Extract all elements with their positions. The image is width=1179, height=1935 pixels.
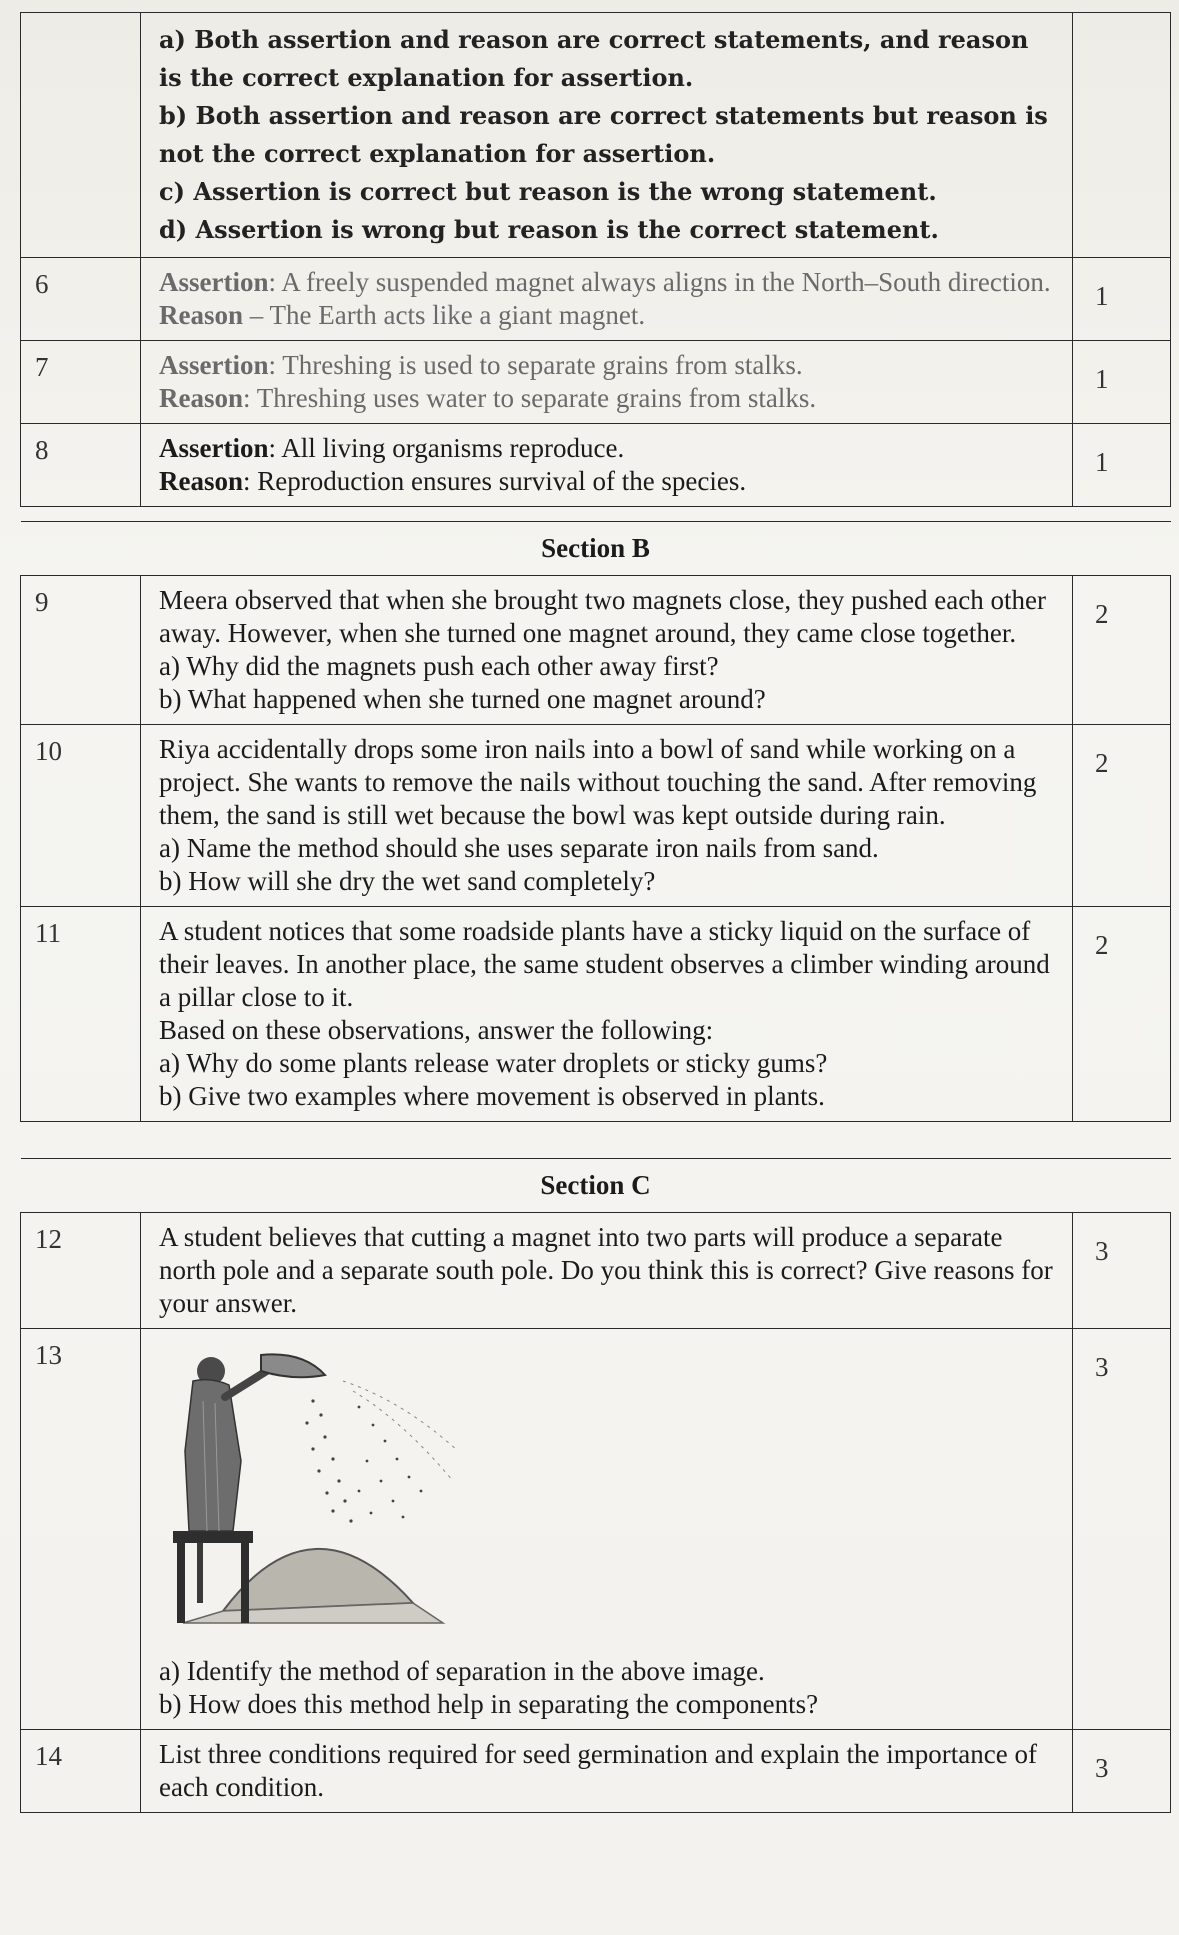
assertion-label: Assertion xyxy=(159,267,269,297)
sub-question-a: a) Name the method should she uses separate iron nails from sand. xyxy=(159,833,879,863)
question-marks: 1 xyxy=(1073,258,1171,341)
sub-question-b: b) What happened when she turned one magnet around? xyxy=(159,684,766,714)
assertion-label: Assertion xyxy=(159,433,269,463)
options-row xyxy=(21,13,1171,258)
question-row-8 xyxy=(21,424,1171,507)
question-table xyxy=(20,12,1171,1813)
reason-label: Reason xyxy=(159,466,244,496)
question-number-cell xyxy=(21,13,141,258)
question-text xyxy=(141,341,1073,424)
question-marks: 2 xyxy=(1073,907,1171,1122)
question-number: 10 xyxy=(21,725,141,907)
winnowing-illustration xyxy=(163,1341,463,1641)
assertion-text: : All living organisms reproduce. xyxy=(268,433,625,463)
sub-question-b: b) How will she dry the wet sand completely? xyxy=(159,866,656,896)
section-b-row xyxy=(21,522,1171,576)
question-text xyxy=(141,258,1073,341)
question-row-7 xyxy=(21,341,1171,424)
sub-question-a: a) Why do some plants release water droplets or sticky gums? xyxy=(159,1048,828,1078)
question-text xyxy=(141,725,1073,907)
question-row-11 xyxy=(21,907,1171,1122)
sub-question-a: a) Identify the method of separation in the above image. xyxy=(159,1656,765,1686)
question-row-9 xyxy=(21,576,1171,725)
question-stem: A student notices that some roadside plants have a sticky liquid on the surface of their leaves. In another place, the same student observes a climber winding around a pillar close to it. xyxy=(159,916,1050,1012)
question-text xyxy=(141,424,1073,507)
question-text xyxy=(141,907,1073,1122)
question-marks: 2 xyxy=(1073,725,1171,907)
option-d: d) Assertion is wrong but reason is the correct statement. xyxy=(159,215,939,244)
option-a: a) Both assertion and reason are correct statements, and reason is the correct explanation for assertion. xyxy=(159,25,1029,92)
answer-options xyxy=(141,13,1073,258)
section-c-row xyxy=(21,1159,1171,1213)
reason-text: : Threshing uses water to separate grains from stalks. xyxy=(243,383,817,413)
question-number: 9 xyxy=(21,576,141,725)
question-row-14 xyxy=(21,1730,1171,1813)
question-marks: 3 xyxy=(1073,1329,1171,1730)
question-row-6 xyxy=(21,258,1171,341)
question-number: 7 xyxy=(21,341,141,424)
spacer-row xyxy=(21,1122,1171,1159)
sub-question-b: b) How does this method help in separating the components? xyxy=(159,1689,819,1719)
question-text xyxy=(141,576,1073,725)
question-row-10 xyxy=(21,725,1171,907)
question-number: 14 xyxy=(21,1730,141,1813)
question-row-13 xyxy=(21,1329,1171,1730)
question-text xyxy=(141,1329,1073,1730)
question-marks: 3 xyxy=(1073,1213,1171,1329)
assertion-label: Assertion xyxy=(159,350,269,380)
question-number: 8 xyxy=(21,424,141,507)
question-number: 12 xyxy=(21,1213,141,1329)
assertion-text: : Threshing is used to separate grains from stalks. xyxy=(268,350,803,380)
sub-question-b: b) Give two examples where movement is observed in plants. xyxy=(159,1081,825,1111)
question-text: List three conditions required for seed germination and explain the importance of each condition. xyxy=(141,1730,1073,1813)
reason-text: – The Earth acts like a giant magnet. xyxy=(243,300,646,330)
reason-label: Reason xyxy=(159,300,244,330)
assertion-text: : A freely suspended magnet always aligns in the North–South direction. xyxy=(268,267,1051,297)
sub-question-a: a) Why did the magnets push each other away first? xyxy=(159,651,719,681)
question-intro: Based on these observations, answer the following: xyxy=(159,1015,714,1045)
question-marks: 3 xyxy=(1073,1730,1171,1813)
spacer-row xyxy=(21,507,1171,522)
question-number: 11 xyxy=(21,907,141,1122)
reason-text: : Reproduction ensures survival of the species. xyxy=(243,466,747,496)
question-marks: 1 xyxy=(1073,341,1171,424)
section-b-heading: Section B xyxy=(21,522,1171,576)
question-marks: 1 xyxy=(1073,424,1171,507)
question-marks: 2 xyxy=(1073,576,1171,725)
question-text: A student believes that cutting a magnet into two parts will produce a separate north pole and a separate south pole. Do you think this is correct? Give reasons for your answer. xyxy=(141,1213,1073,1329)
question-number: 13 xyxy=(21,1329,141,1730)
option-b: b) Both assertion and reason are correct statements but reason is not the correct explanation for assertion. xyxy=(159,101,1048,168)
question-number: 6 xyxy=(21,258,141,341)
question-row-12 xyxy=(21,1213,1171,1329)
option-c: c) Assertion is correct but reason is the wrong statement. xyxy=(159,177,937,206)
question-stem: Riya accidentally drops some iron nails into a bowl of sand while working on a project. She wants to remove the nails without touching the sand. After removing them, the sand is still wet because the bowl was kept outside during rain. xyxy=(159,734,1037,830)
marks-cell xyxy=(1073,13,1171,258)
question-stem: Meera observed that when she brought two magnets close, they pushed each other away. However, when she turned one magnet around, they came close together. xyxy=(159,585,1046,648)
section-c-heading: Section C xyxy=(21,1159,1171,1213)
reason-label: Reason xyxy=(159,383,244,413)
